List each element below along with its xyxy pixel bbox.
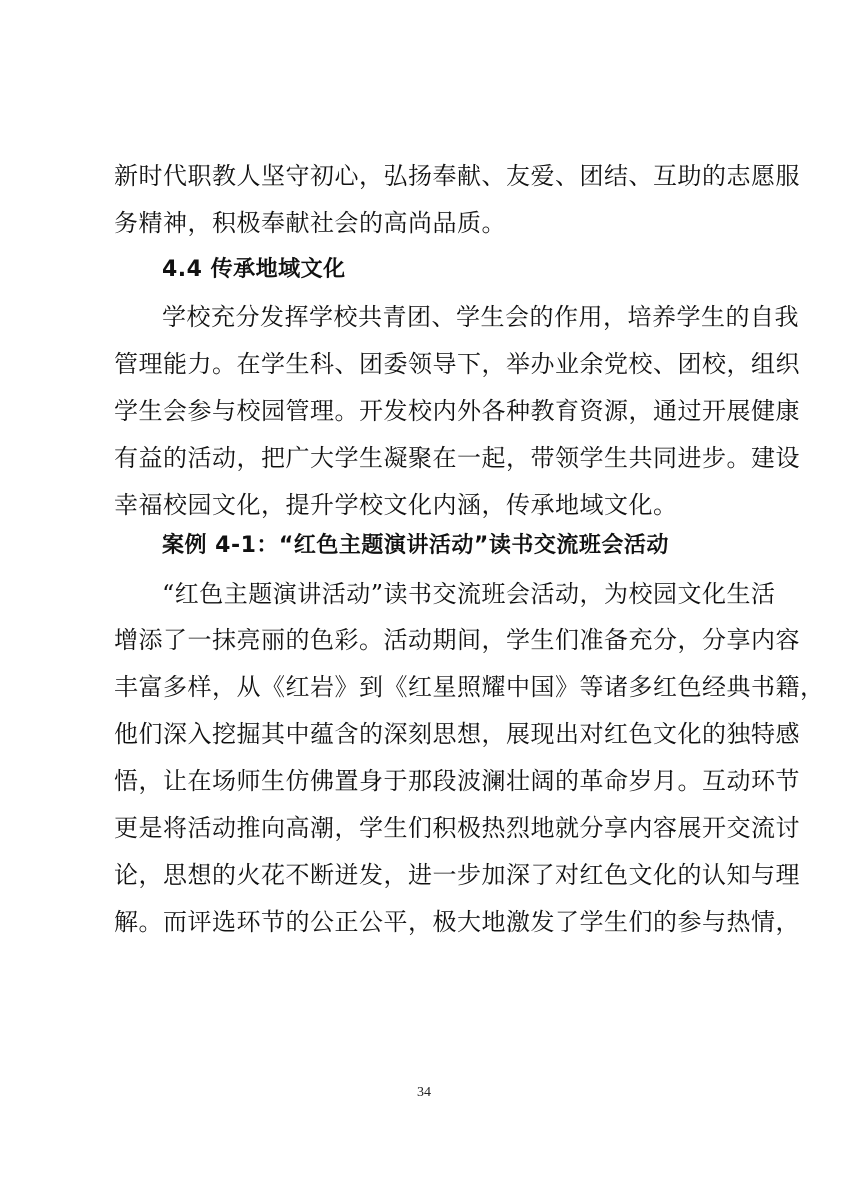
body-text-line: 务精神，积极奉献社会的高尚品质。 (114, 209, 506, 237)
body-text-line: 解。而评选环节的公正公平，极大地激发了学生们的参与热情， (114, 908, 800, 936)
body-text-line: 有益的活动，把广大学生凝聚在一起，带领学生共同进步。建设 (114, 444, 800, 472)
body-text-line: 增添了一抹亮丽的色彩。活动期间，学生们准备充分，分享内容 (114, 626, 800, 654)
body-text-line: 幸福校园文化，提升学校文化内涵，传承地域文化。 (114, 491, 678, 519)
body-text-line: 更是将活动推向高潮，学生们积极热烈地就分享内容展开交流讨 (114, 814, 800, 842)
body-text-line: 学校充分发挥学校共青团、学生会的作用，培养学生的自我 (162, 303, 799, 331)
section-heading: 4.4 传承地域文化 (162, 257, 346, 282)
case-heading: 案例 4-1：“红色主题演讲活动”读书交流班会活动 (162, 533, 669, 558)
body-text-line: 学生会参与校园管理。开发校内外各种教育资源，通过开展健康 (114, 397, 800, 425)
body-text-line: 丰富多样，从《红岩》到《红星照耀中国》等诸多红色经典书籍， (114, 673, 825, 701)
body-text-line: 管理能力。在学生科、团委领导下，举办业余党校、团校，组织 (114, 350, 800, 378)
body-text-line: “红色主题演讲活动”读书交流班会活动，为校园文化生活 (162, 580, 776, 608)
page-number: 34 (417, 1085, 431, 1100)
body-text-line: 悟，让在场师生仿佛置身于那段波澜壮阔的革命岁月。互动环节 (114, 767, 800, 795)
body-text-line: 论，思想的火花不断迸发，进一步加深了对红色文化的认知与理 (114, 861, 800, 889)
body-text-line: 新时代职教人坚守初心，弘扬奉献、友爱、团结、互助的志愿服 (114, 162, 800, 190)
body-text-line: 他们深入挖掘其中蕴含的深刻思想，展现出对红色文化的独特感 (114, 720, 800, 748)
